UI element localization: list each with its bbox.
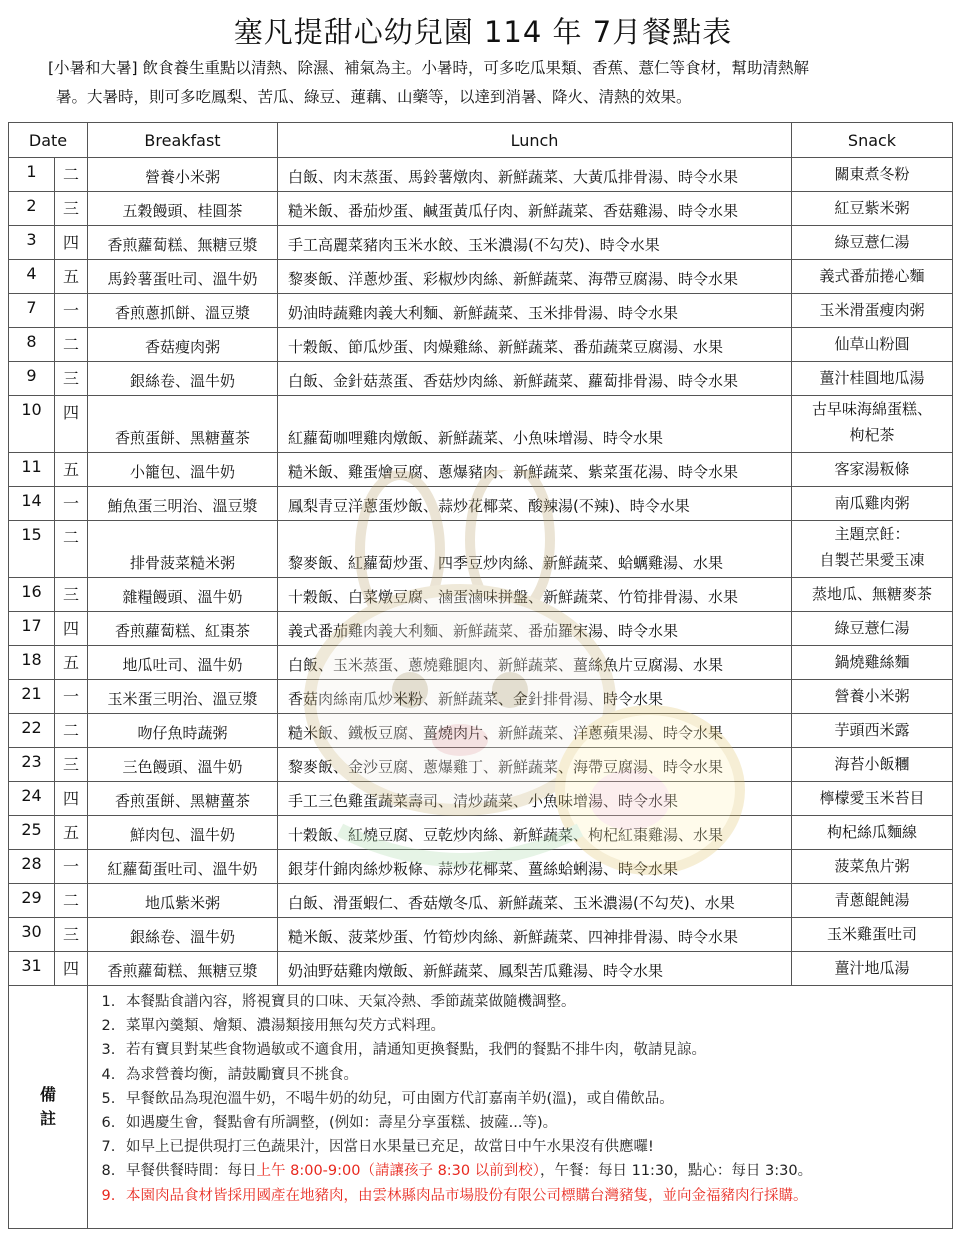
row-snack bbox=[792, 328, 953, 362]
notes-label-2: 註 bbox=[39, 1109, 56, 1128]
notes-label-1: 備 bbox=[39, 1085, 56, 1104]
row-snack-line: 海苔小飯糰 bbox=[834, 755, 910, 773]
row-date: 8 bbox=[9, 328, 55, 362]
row-breakfast: 香煎蘿蔔糕、無糖豆漿 bbox=[88, 952, 278, 986]
intro-line-2: 暑。大暑時，則可多吃鳳梨、苦瓜、綠豆、蓮藕、山藥等，以達到消暑、降火、清熱的效果。 bbox=[56, 88, 692, 106]
table-row bbox=[9, 362, 953, 396]
row-snack bbox=[792, 453, 953, 487]
row-snack-line: 仙草山粉圓 bbox=[834, 335, 910, 353]
menu-table bbox=[8, 122, 953, 1229]
row-lunch: 手工高麗菜豬肉玉米水餃、玉米濃湯(不勾芡)、時令水果 bbox=[278, 226, 792, 260]
row-snack-line: 鍋燒雞絲麵 bbox=[834, 653, 910, 671]
row-breakfast: 香煎蘿蔔糕、無糖豆漿 bbox=[88, 226, 278, 260]
row-date: 30 bbox=[9, 918, 55, 952]
row-lunch: 十穀飯、紅燒豆腐、豆乾炒肉絲、新鮮蔬菜、枸杞紅棗雞湯、水果 bbox=[278, 816, 792, 850]
note-item: 6. 如遇慶生會，餐點會有所調整，(例如：壽星分享蛋糕、披薩...等)。 bbox=[120, 1111, 942, 1135]
row-snack bbox=[792, 521, 953, 578]
row-breakfast: 三色饅頭、溫牛奶 bbox=[88, 748, 278, 782]
row-weekday: 四 bbox=[55, 612, 88, 646]
table-row bbox=[9, 453, 953, 487]
row-weekday: 二 bbox=[55, 328, 88, 362]
row-snack-line: 蒸地瓜、無糖麥茶 bbox=[811, 585, 932, 603]
row-date: 7 bbox=[9, 294, 55, 328]
table-row bbox=[9, 714, 953, 748]
row-lunch: 白飯、滑蛋蝦仁、香菇燉冬瓜、新鮮蔬菜、玉米濃湯(不勾芡)、水果 bbox=[278, 884, 792, 918]
row-breakfast: 紅蘿蔔蛋吐司、溫牛奶 bbox=[88, 850, 278, 884]
table-row bbox=[9, 918, 953, 952]
row-breakfast: 地瓜吐司、溫牛奶 bbox=[88, 646, 278, 680]
row-lunch: 銀芽什錦肉絲炒粄條、蒜炒花椰菜、薑絲蛤蜊湯、時令水果 bbox=[278, 850, 792, 884]
notes-label bbox=[9, 986, 88, 1229]
notes-cell bbox=[88, 986, 953, 1229]
row-date: 9 bbox=[9, 362, 55, 396]
row-snack bbox=[792, 294, 953, 328]
row-snack-line: 綠豆薏仁湯 bbox=[834, 233, 910, 251]
row-snack-line: 青蔥餛飩湯 bbox=[834, 891, 910, 909]
row-snack-line: 關東煮冬粉 bbox=[834, 165, 910, 183]
table-row bbox=[9, 816, 953, 850]
intro-line-1: [小暑和大暑] 飲食養生重點以清熱、除濕、補氣為主。小暑時，可多吃瓜果類、香蕉、薏仁等食材，幫助清熱解 bbox=[48, 59, 810, 77]
row-snack bbox=[792, 714, 953, 748]
row-weekday: 四 bbox=[55, 226, 88, 260]
row-snack-line: 芋頭西米露 bbox=[834, 721, 910, 739]
row-breakfast: 鮪魚蛋三明治、溫豆漿 bbox=[88, 487, 278, 521]
row-date: 23 bbox=[9, 748, 55, 782]
row-lunch: 義式番茄雞肉義大利麵、新鮮蔬菜、番茄羅宋湯、時令水果 bbox=[278, 612, 792, 646]
row-breakfast: 排骨菠菜糙米粥 bbox=[88, 521, 278, 578]
row-snack bbox=[792, 680, 953, 714]
table-row bbox=[9, 294, 953, 328]
table-row bbox=[9, 952, 953, 986]
intro-paragraph bbox=[48, 54, 928, 112]
meal-times-prefix: 早餐供餐時間：每日 bbox=[126, 1163, 257, 1180]
note-item: 1. 本餐點食譜內容，將視寶貝的口味、天氣冷熱、季節蔬菜做隨機調整。 bbox=[120, 990, 942, 1014]
row-weekday: 二 bbox=[55, 158, 88, 192]
row-lunch: 糙米飯、雞蛋燴豆腐、蔥爆豬肉、新鮮蔬菜、紫菜蛋花湯、時令水果 bbox=[278, 453, 792, 487]
row-date: 3 bbox=[9, 226, 55, 260]
row-snack-line: 薑汁地瓜湯 bbox=[834, 959, 910, 977]
row-weekday: 二 bbox=[55, 714, 88, 748]
table-row bbox=[9, 646, 953, 680]
row-snack-line: 營養小米粥 bbox=[834, 687, 910, 705]
row-weekday: 四 bbox=[55, 782, 88, 816]
row-snack bbox=[792, 158, 953, 192]
table-row bbox=[9, 487, 953, 521]
row-lunch: 白飯、金針菇蒸蛋、香菇炒肉絲、新鮮蔬菜、蘿蔔排骨湯、時令水果 bbox=[278, 362, 792, 396]
row-breakfast: 香煎蔥抓餅、溫豆漿 bbox=[88, 294, 278, 328]
table-row bbox=[9, 158, 953, 192]
row-snack bbox=[792, 578, 953, 612]
row-snack-line: 南瓜雞肉粥 bbox=[834, 494, 910, 512]
row-snack bbox=[792, 192, 953, 226]
row-snack bbox=[792, 782, 953, 816]
row-snack bbox=[792, 396, 953, 453]
note-item: 2. 菜單內羹類、燴類、濃湯類接用無勾芡方式料理。 bbox=[120, 1014, 942, 1038]
row-date: 28 bbox=[9, 850, 55, 884]
row-snack bbox=[792, 918, 953, 952]
row-weekday: 三 bbox=[55, 362, 88, 396]
row-date: 17 bbox=[9, 612, 55, 646]
row-snack bbox=[792, 612, 953, 646]
table-row bbox=[9, 748, 953, 782]
row-snack-line: 玉米雞蛋吐司 bbox=[826, 925, 917, 943]
row-breakfast: 營養小米粥 bbox=[88, 158, 278, 192]
row-weekday: 五 bbox=[55, 453, 88, 487]
row-snack-line: 客家湯粄條 bbox=[834, 460, 910, 478]
row-breakfast: 香煎蛋餅、黑糖薑茶 bbox=[88, 782, 278, 816]
row-lunch: 十穀飯、節瓜炒蛋、肉燥雞絲、新鮮蔬菜、番茄蔬菜豆腐湯、水果 bbox=[278, 328, 792, 362]
row-lunch: 奶油野菇雞肉燉飯、新鮮蔬菜、鳳梨苦瓜雞湯、時令水果 bbox=[278, 952, 792, 986]
note-item: 5. 早餐飲品為現泡溫牛奶，不喝牛奶的幼兒，可由園方代訂嘉南羊奶(溫)，或自備飲品。 bbox=[120, 1087, 942, 1111]
table-row bbox=[9, 521, 953, 578]
header-breakfast: Breakfast bbox=[88, 123, 278, 158]
row-lunch: 糙米飯、鐵板豆腐、薑燒肉片、新鮮蔬菜、洋蔥蘋果湯、時令水果 bbox=[278, 714, 792, 748]
row-weekday: 三 bbox=[55, 748, 88, 782]
row-date: 29 bbox=[9, 884, 55, 918]
row-lunch: 十穀飯、白菜燉豆腐、滷蛋滷味拼盤、新鮮蔬菜、竹筍排骨湯、水果 bbox=[278, 578, 792, 612]
row-weekday: 五 bbox=[55, 260, 88, 294]
row-snack bbox=[792, 884, 953, 918]
row-snack bbox=[792, 850, 953, 884]
row-date: 15 bbox=[9, 521, 55, 578]
row-snack bbox=[792, 260, 953, 294]
table-row bbox=[9, 396, 953, 453]
table-row bbox=[9, 680, 953, 714]
header-lunch: Lunch bbox=[278, 123, 792, 158]
row-date: 21 bbox=[9, 680, 55, 714]
row-snack bbox=[792, 226, 953, 260]
row-date: 24 bbox=[9, 782, 55, 816]
row-weekday: 一 bbox=[55, 680, 88, 714]
row-date: 25 bbox=[9, 816, 55, 850]
row-weekday: 二 bbox=[55, 884, 88, 918]
row-snack-line: 枸杞茶 bbox=[849, 426, 895, 444]
row-lunch: 糙米飯、番茄炒蛋、鹹蛋黃瓜仔肉、新鮮蔬菜、香菇雞湯、時令水果 bbox=[278, 192, 792, 226]
row-lunch: 手工三色雞蛋蔬菜壽司、清炒蔬菜、小魚味增湯、時令水果 bbox=[278, 782, 792, 816]
row-date: 18 bbox=[9, 646, 55, 680]
row-snack-line: 古早味海綿蛋糕、 bbox=[811, 400, 932, 418]
row-snack-line: 主題烹飪： bbox=[834, 525, 910, 543]
note-item: 4. 為求營養均衡，請鼓勵寶貝不挑食。 bbox=[120, 1063, 942, 1087]
page-title: 塞凡提甜心幼兒園 114 年 7月餐點表 bbox=[233, 15, 733, 49]
row-weekday: 四 bbox=[55, 952, 88, 986]
row-breakfast: 銀絲卷、溫牛奶 bbox=[88, 918, 278, 952]
row-lunch: 白飯、肉末蒸蛋、馬鈴薯燉肉、新鮮蔬菜、大黃瓜排骨湯、時令水果 bbox=[278, 158, 792, 192]
row-snack-line: 枸杞絲瓜麵線 bbox=[826, 823, 917, 841]
row-breakfast: 玉米蛋三明治、溫豆漿 bbox=[88, 680, 278, 714]
note-item: 3. 若有寶貝對某些食物過敏或不適食用，請通知更換餐點，我們的餐點不排牛肉，敬請見諒。 bbox=[120, 1038, 942, 1062]
menu-body bbox=[9, 158, 953, 986]
row-weekday: 三 bbox=[55, 918, 88, 952]
row-date: 2 bbox=[9, 192, 55, 226]
notes-list bbox=[98, 990, 942, 1208]
row-snack-line: 菠菜魚片粥 bbox=[834, 857, 910, 875]
table-header-row bbox=[9, 123, 953, 158]
row-lunch: 黎麥飯、洋蔥炒蛋、彩椒炒肉絲、新鮮蔬菜、海帶豆腐湯、時令水果 bbox=[278, 260, 792, 294]
row-lunch: 白飯、玉米蒸蛋、蔥燒雞腿肉、新鮮蔬菜、薑絲魚片豆腐湯、水果 bbox=[278, 646, 792, 680]
row-lunch: 奶油時蔬雞肉義大利麵、新鮮蔬菜、玉米排骨湯、時令水果 bbox=[278, 294, 792, 328]
row-lunch: 鳳梨青豆洋蔥蛋炒飯、蒜炒花椰菜、酸辣湯(不辣)、時令水果 bbox=[278, 487, 792, 521]
row-snack bbox=[792, 646, 953, 680]
row-snack-line: 自製芒果愛玉凍 bbox=[819, 551, 925, 569]
row-date: 4 bbox=[9, 260, 55, 294]
row-snack-line: 義式番茄捲心麵 bbox=[819, 267, 925, 285]
row-date: 11 bbox=[9, 453, 55, 487]
row-lunch: 香菇肉絲南瓜炒米粉、新鮮蔬菜、金針排骨湯、時令水果 bbox=[278, 680, 792, 714]
header-snack: Snack bbox=[792, 123, 953, 158]
row-date: 10 bbox=[9, 396, 55, 453]
row-snack-line: 薑汁桂圓地瓜湯 bbox=[819, 369, 925, 387]
row-breakfast: 鮮肉包、溫牛奶 bbox=[88, 816, 278, 850]
row-weekday: 五 bbox=[55, 816, 88, 850]
meal-times-suffix: ，午餐：每日 11:30，點心：每日 3:30。 bbox=[540, 1163, 813, 1180]
table-row bbox=[9, 884, 953, 918]
row-date: 31 bbox=[9, 952, 55, 986]
row-lunch: 糙米飯、菠菜炒蛋、竹筍炒肉絲、新鮮蔬菜、四神排骨湯、時令水果 bbox=[278, 918, 792, 952]
row-snack bbox=[792, 748, 953, 782]
row-snack-line: 綠豆薏仁湯 bbox=[834, 619, 910, 637]
row-breakfast: 地瓜紫米粥 bbox=[88, 884, 278, 918]
row-snack bbox=[792, 362, 953, 396]
row-lunch: 黎麥飯、紅蘿蔔炒蛋、四季豆炒肉絲、新鮮蔬菜、蛤蠣雞湯、水果 bbox=[278, 521, 792, 578]
table-row bbox=[9, 328, 953, 362]
row-snack-line: 紅豆紫米粥 bbox=[834, 199, 910, 217]
meal-times-highlight: 上午 8:00-9:00（請讓孩子 8:30 以前到校） bbox=[256, 1163, 540, 1180]
row-breakfast: 吻仔魚時蔬粥 bbox=[88, 714, 278, 748]
row-breakfast: 香煎蛋餅、黑糖薑茶 bbox=[88, 396, 278, 453]
table-row bbox=[9, 612, 953, 646]
row-date: 1 bbox=[9, 158, 55, 192]
row-weekday: 四 bbox=[55, 396, 88, 453]
row-snack bbox=[792, 487, 953, 521]
note-item: 7. 如早上已提供現打三色蔬果汁，因當日水果量已充足，故當日中午水果沒有供應囉! bbox=[120, 1135, 942, 1159]
row-lunch: 紅蘿蔔咖哩雞肉燉飯、新鮮蔬菜、小魚味增湯、時令水果 bbox=[278, 396, 792, 453]
header-date: Date bbox=[9, 123, 88, 158]
table-row bbox=[9, 850, 953, 884]
row-snack bbox=[792, 952, 953, 986]
table-row bbox=[9, 260, 953, 294]
table-row bbox=[9, 226, 953, 260]
table-row bbox=[9, 578, 953, 612]
row-snack-line: 玉米滑蛋瘦肉粥 bbox=[819, 301, 925, 319]
row-weekday: 一 bbox=[55, 850, 88, 884]
row-breakfast: 銀絲卷、溫牛奶 bbox=[88, 362, 278, 396]
row-date: 22 bbox=[9, 714, 55, 748]
row-breakfast: 香菇瘦肉粥 bbox=[88, 328, 278, 362]
row-weekday: 一 bbox=[55, 487, 88, 521]
row-breakfast: 小籠包、溫牛奶 bbox=[88, 453, 278, 487]
row-snack-line: 檸檬愛玉米苔目 bbox=[819, 789, 925, 807]
table-row bbox=[9, 782, 953, 816]
notes-row bbox=[9, 986, 953, 1229]
row-weekday: 三 bbox=[55, 578, 88, 612]
note-item-meal-times bbox=[120, 1159, 942, 1183]
row-weekday: 三 bbox=[55, 192, 88, 226]
row-date: 14 bbox=[9, 487, 55, 521]
row-snack bbox=[792, 816, 953, 850]
row-breakfast: 香煎蘿蔔糕、紅棗茶 bbox=[88, 612, 278, 646]
table-row bbox=[9, 192, 953, 226]
row-weekday: 二 bbox=[55, 521, 88, 578]
row-breakfast: 雜糧饅頭、溫牛奶 bbox=[88, 578, 278, 612]
row-date: 16 bbox=[9, 578, 55, 612]
row-weekday: 五 bbox=[55, 646, 88, 680]
note-item-pork-source: 9. 本園肉品食材皆採用國產在地豬肉，由雲林縣肉品市場股份有限公司標購台灣豬隻，並向金福豬肉行採購。 bbox=[120, 1184, 942, 1208]
row-breakfast: 馬鈴薯蛋吐司、溫牛奶 bbox=[88, 260, 278, 294]
row-breakfast: 五穀饅頭、桂圓茶 bbox=[88, 192, 278, 226]
row-lunch: 黎麥飯、金沙豆腐、蔥爆雞丁、新鮮蔬菜、海帶豆腐湯、時令水果 bbox=[278, 748, 792, 782]
row-weekday: 一 bbox=[55, 294, 88, 328]
